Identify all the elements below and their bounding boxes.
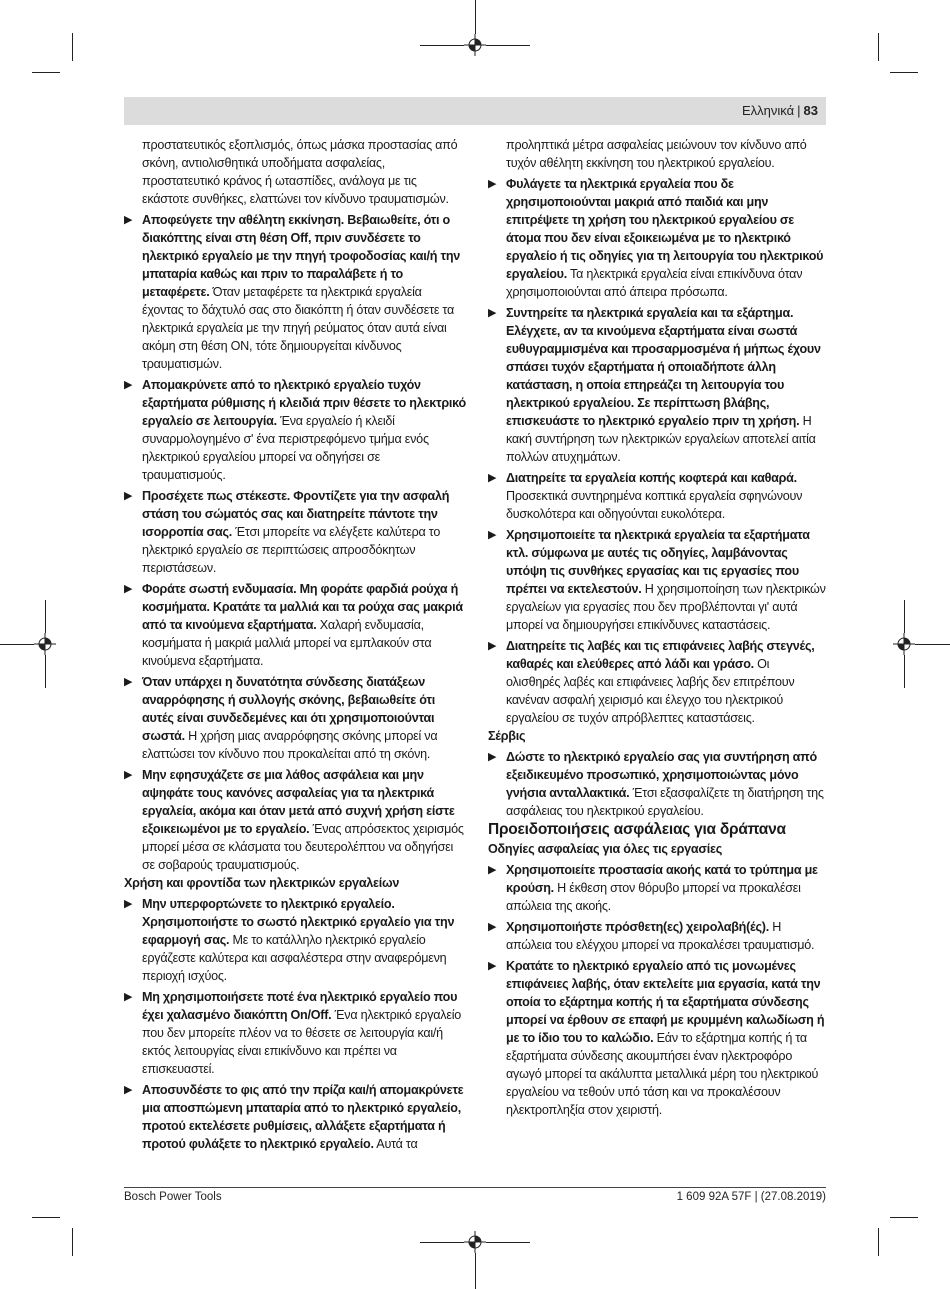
list-item-bold: Προσέχετε πως στέκεστε. Φροντίζετε για την ασφαλή στάση του σώματός σας και διατηρείτε πάντοτε την ισορροπία σας. <box>142 489 450 539</box>
list-item <box>488 469 826 523</box>
left-tool-care-list <box>124 895 466 1153</box>
bullet-arrow-icon: ▶ <box>488 751 497 763</box>
crop-mark <box>475 0 476 34</box>
list-item <box>488 748 826 820</box>
crop-mark <box>0 644 34 645</box>
list-item-text: Τα ηλεκτρικά εργαλεία είναι επικίνδυνα όταν χρησιμοποιούνται από άπειρα πρόσωπα. <box>506 267 803 299</box>
header-text: Ελληνικά | 83 <box>741 103 818 118</box>
list-item-text: Η κακή συντήρηση των ηλεκτρικών εργαλείων αποτελεί αιτία πολλών ατυχημάτων. <box>506 414 816 464</box>
crop-mark <box>486 45 530 46</box>
list-item-bold: Όταν υπάρχει η δυνατότητα σύνδεσης διατάξεων αναρρόφησης ή συλλογής σκόνης, βεβαιωθείτε ότι αυτές είναι συνδεδεμένες και ότι χρησιμοποιούνται σωστά. <box>142 675 435 743</box>
list-item-bold: Φυλάγετε τα ηλεκτρικά εργαλεία που δε χρησιμοποιούνται μακριά από παιδιά και μην επιτρέψετε τη χρήση του ηλεκτρικού εργαλείου σε άτομα που δεν είναι εξοικειωμένα με το ηλεκτρικό εργαλείο ή τις οδηγίες για τη λειτουργία του ηλεκτρικού εργαλείου. <box>506 177 824 281</box>
list-item <box>124 580 466 670</box>
list-item <box>124 487 466 577</box>
crop-mark <box>904 655 905 688</box>
list-item-bold: Μη χρησιμοποιήσετε ποτέ ένα ηλεκτρικό εργαλείο που έχει χαλασμένο διακόπτη On/Off. <box>142 990 458 1022</box>
list-item-text: Η χρήση μιας αναρρόφησης σκόνης μπορεί να ελαττώσει τον κίνδυνο που προκαλείται από τη σκόνη. <box>142 729 438 761</box>
bullet-arrow-icon: ▶ <box>124 214 133 226</box>
service-heading: Σέρβις <box>488 729 526 743</box>
crop-mark <box>915 644 950 645</box>
list-item-bold: Χρησιμοποιήστε πρόσθετη(ες) χειρολαβή(ές). <box>506 920 769 934</box>
crop-mark <box>45 655 46 688</box>
right-safety-list <box>488 175 826 727</box>
list-item <box>488 526 826 634</box>
list-item-text: Έτσι μπορείτε να ελέγξετε καλύτερα το ηλεκτρικό εργαλείο σε περιπτώσεις απροσδόκητων περιστάσεων. <box>142 525 441 575</box>
registration-mark-icon <box>34 633 56 655</box>
list-item <box>124 766 466 874</box>
crop-mark <box>420 1242 464 1243</box>
bullet-arrow-icon: ▶ <box>124 490 133 502</box>
list-item-bold: Απομακρύνετε από το ηλεκτρικό εργαλείο τυχόν εξαρτήματα ρύθμισης ή κλειδιά πριν θέσετε το ηλεκτρικό εργαλείο σε λειτουργία. <box>142 378 466 428</box>
crop-mark <box>420 45 464 46</box>
list-item-text: Η χρησιμοποίηση των ηλεκτρικών εργαλείων για εργασίες που δεν προβλέπονται γι' αυτά μπορεί να δημιουργήσει επικίνδυνες καταστάσεις. <box>506 582 826 632</box>
bullet-arrow-icon: ▶ <box>488 864 497 876</box>
crop-mark <box>878 33 879 61</box>
list-item-text: Αυτά τα <box>373 1137 418 1151</box>
left-safety-list <box>124 211 466 874</box>
bullet-arrow-icon: ▶ <box>488 178 497 190</box>
list-item <box>488 304 826 466</box>
list-item-text: Προσεκτικά συντηρημένα κοπτικά εργαλεία σφηνώνουν δυσκολότερα και οδηγούνται ευκολότερα. <box>506 489 803 521</box>
list-item <box>124 211 466 373</box>
bullet-arrow-icon: ▶ <box>488 640 497 652</box>
drill-safety-list <box>488 861 826 1119</box>
list-item-text: Έτσι εξασφαλίζετε τη διατήρηση της ασφάλειας του ηλεκτρικού εργαλείου. <box>506 786 824 818</box>
list-item <box>488 861 826 915</box>
registration-mark-icon <box>893 633 915 655</box>
list-item-text: Ένα ηλεκτρικό εργαλείο που δεν μπορείτε πλέον να το θέσετε σε λειτουργία και/ή εκτός λειτουργίας είναι επικίνδυνο και πρέπει να επισκευαστεί. <box>142 1008 462 1076</box>
list-item <box>124 988 466 1078</box>
page-number: 83 <box>803 103 818 118</box>
list-item-bold: Διατηρείτε τις λαβές και τις επιφάνειες λαβής στεγνές, καθαρές και ελεύθερες από λάδι και γράσο. <box>506 639 815 671</box>
list-item-bold: Δώστε το ηλεκτρικό εργαλείο σας για συντήρηση από εξειδικευμένο προσωπικό, χρησιμοποιώντας μόνο γνήσια ανταλλακτικά. <box>506 750 817 800</box>
left-column <box>124 136 466 1153</box>
bullet-arrow-icon: ▶ <box>488 529 497 541</box>
footer-doc-id: 1 609 92A 57F | (27.08.2019) <box>676 1191 826 1203</box>
bullet-arrow-icon: ▶ <box>124 991 133 1003</box>
bullet-arrow-icon: ▶ <box>488 921 497 933</box>
crop-mark <box>32 1217 60 1218</box>
list-item <box>124 1081 466 1153</box>
list-item-bold: Αποφεύγετε την αθέλητη εκκίνηση. Βεβαιωθείτε, ότι ο διακόπτης είναι στη θέση Off, πριν συνδέσετε το ηλεκτρικό εργαλείο με την πηγή τροφοδοσίας και/ή την μπαταρία καθώς και πριν το παραλάβετε ή το μεταφέρετε. <box>142 213 461 299</box>
registration-mark-icon <box>464 1231 486 1253</box>
right-column <box>488 136 826 1119</box>
list-item-text: Ένας απρόσεκτος χειρισμός μπορεί μέσα σε κλάσματα του δευτερολέπτου να οδηγήσει σε σοβαρούς τραυματισμούς. <box>142 822 464 872</box>
list-item-bold: Μην υπερφορτώνετε το ηλεκτρικό εργαλείο. Χρησιμοποιήστε το σωστό ηλεκτρικό εργαλείο για την εφαρμογή σας. <box>142 897 455 947</box>
section-heading: Προειδοποιήσεις ασφάλειας για δράπανα <box>488 821 786 838</box>
list-item-bold: Διατηρείτε τα εργαλεία κοπής κοφτερά και καθαρά. <box>506 471 797 485</box>
crop-mark <box>475 1253 476 1289</box>
list-item-text: Με το κατάλληλο ηλεκτρικό εργαλείο εργάζεστε καλύτερα και ασφαλέστερα στην αναφερόμενη περιοχή ισχύος. <box>142 933 447 983</box>
bullet-arrow-icon: ▶ <box>124 1084 133 1096</box>
crop-mark <box>878 1228 879 1256</box>
crop-mark <box>890 72 918 73</box>
list-item-bold: Φοράτε σωστή ενδυμασία. Μη φοράτε φαρδιά ρούχα ή κοσμήματα. Κρατάτε τα μαλλιά και τα ρούχα σας μακριά από τα κινούμενα εξαρτήματα. <box>142 582 463 632</box>
list-item <box>124 376 466 484</box>
list-item-bold: Αποσυνδέστε το φις από την πρίζα και/ή απομακρύνετε μια αποσπώμενη μπαταρία από το ηλεκτρικό εργαλείο, προτού εκτελέσετε ρυθμίσεις, αλλάξετε εξαρτήματα ή προτού φυλάξετε το ηλεκτρικό εργαλείο. <box>142 1083 464 1151</box>
left-intro-paragraph: προστατευτικός εξοπλισμός, όπως μάσκα προστασίας από σκόνη, αντιολισθητικά υποδήματα ασφαλείας, προστατευτικό κράνος ή ωτασπίδες, ανάλογα με τις εκάστοτε συνθήκες, ελαττώνει τον κίνδυνο τραυματισμών. <box>142 138 458 206</box>
list-item <box>124 673 466 763</box>
list-item-text: Οι ολισθηρές λαβές και επιφάνειες λαβής δεν επιτρέπουν κανέναν ασφαλή χειρισμό και έλεγχο του ηλεκτρικού εργαλείου σε τυχόν απρόβλεπτες καταστάσεις. <box>506 657 795 725</box>
footer-rule <box>124 1187 826 1188</box>
list-item <box>124 895 466 985</box>
page-header <box>124 97 826 125</box>
list-item <box>488 957 826 1119</box>
registration-mark-icon <box>464 34 486 56</box>
crop-mark <box>72 33 73 61</box>
crop-mark <box>890 1217 918 1218</box>
list-item-text: Εάν το εξάρτημα κοπής ή τα εξαρτήματα σύνδεσης ακουμπήσει έναν ηλεκτροφόρο αγωγό μπορεί τα ακάλυπτα μεταλλικά μέρη του ηλεκτρικού εργαλείου να τεθούν υπό τάση και να προκαλέσουν ηλεκτροπληξία στον χειριστή. <box>506 1031 819 1117</box>
bullet-arrow-icon: ▶ <box>124 583 133 595</box>
header-language: Ελληνικά <box>741 103 795 118</box>
list-item <box>488 637 826 727</box>
footer-publisher: Bosch Power Tools <box>124 1191 222 1203</box>
bullet-arrow-icon: ▶ <box>124 898 133 910</box>
bullet-arrow-icon: ▶ <box>488 960 497 972</box>
crop-mark <box>32 72 60 73</box>
section-subheading: Οδηγίες ασφαλείας για όλες τις εργασίες <box>488 842 723 856</box>
bullet-arrow-icon: ▶ <box>488 472 497 484</box>
list-item-bold: Χρησιμοποιείτε προστασία ακοής κατά το τρύπημα με κρούση. <box>506 863 818 895</box>
left-subheading: Χρήση και φροντίδα των ηλεκτρικών εργαλείων <box>124 876 400 890</box>
list-item <box>488 175 826 301</box>
list-item-bold: Μην εφησυχάζετε σε μια λάθος ασφάλεια και μην αψηφάτε τους κανόνες ασφαλείας για τα ηλεκτρικά εργαλεία, ακόμα και όταν μετά από συχνή χρήση είστε εξοικειωμένοι με το εργαλείο. <box>142 768 455 836</box>
bullet-arrow-icon: ▶ <box>124 676 133 688</box>
list-item-text: Ένα εργαλείο ή κλειδί συναρμολογημένο σ' ένα περιστρεφόμενο τμήμα ενός ηλεκτρικού εργαλείου μπορεί να οδηγήσει σε τραυματισμούς. <box>142 414 429 482</box>
bullet-arrow-icon: ▶ <box>488 307 497 319</box>
list-item <box>488 918 826 954</box>
list-item-text: Η απώλεια του ελέγχου μπορεί να προκαλέσει τραυματισμό. <box>506 920 815 952</box>
crop-mark <box>904 600 905 633</box>
list-item-bold: Συντηρείτε τα ηλεκτρικά εργαλεία και τα εξάρτημα. Ελέγχετε, αν τα κινούμενα εξαρτήματα είναι σωστά ευθυγραμμισμένα και προσαρμοσμένα ή μήπως έχουν σπάσει τυχόν εξαρτήματα ή οποιαδήποτε άλλη κατάσταση, η οποία επηρεάζει τη λειτουργία του ηλεκτρικού εργαλείου. Σε περίπτωση βλάβης, επισκευάστε το ηλεκτρικό εργαλείο πριν τη χρήση. <box>506 306 821 428</box>
list-item-bold: Κρατάτε το ηλεκτρικό εργαλείο από τις μονωμένες επιφάνειες λαβής, όταν εκτελείτε μια εργασία, κατά την οποία το εξάρτημα κοπής ή τα εξαρτήματα σύνδεσης μπορεί να έρθουν σε επαφή με κρυμμένη καλωδίωση ή με το ίδιο του το καλώδιο. <box>506 959 825 1045</box>
list-item-bold: Χρησιμοποιείτε τα ηλεκτρικά εργαλεία τα εξαρτήματα κτλ. σύμφωνα με αυτές τις οδηγίες, λαμβάνοντας υπόψη τις συνθήκες εργασίας και τις εργασίες που πρέπει να εκτελεστούν. <box>506 528 810 596</box>
crop-mark <box>486 1242 530 1243</box>
crop-mark <box>72 1228 73 1256</box>
list-item-text: Η έκθεση στον θόρυβο μπορεί να προκαλέσει απώλεια της ακοής. <box>506 881 801 913</box>
bullet-arrow-icon: ▶ <box>124 769 133 781</box>
right-intro-paragraph: προληπτικά μέτρα ασφαλείας μειώνουν τον κίνδυνο από τυχόν αθέλητη εκκίνηση του ηλεκτρικού εργαλείου. <box>506 138 807 170</box>
bullet-arrow-icon: ▶ <box>124 379 133 391</box>
list-item-text: Όταν μεταφέρετε τα ηλεκτρικά εργαλεία έχοντας το δάχτυλό σας στο διακόπτη ή όταν συνδέσετε τα ηλεκτρικά εργαλεία με την πηγή ρεύματος όταν αυτά είναι ακόμη στη θέση ON, τότε δημιουργείται κίνδυνος τραυματισμών. <box>142 285 455 371</box>
list-item-text: Χαλαρή ενδυμασία, κοσμήματα ή μακριά μαλλιά μπορεί να εμπλακούν στα κινούμενα εξαρτήματα. <box>142 618 432 668</box>
service-list <box>488 748 826 820</box>
crop-mark <box>45 600 46 633</box>
